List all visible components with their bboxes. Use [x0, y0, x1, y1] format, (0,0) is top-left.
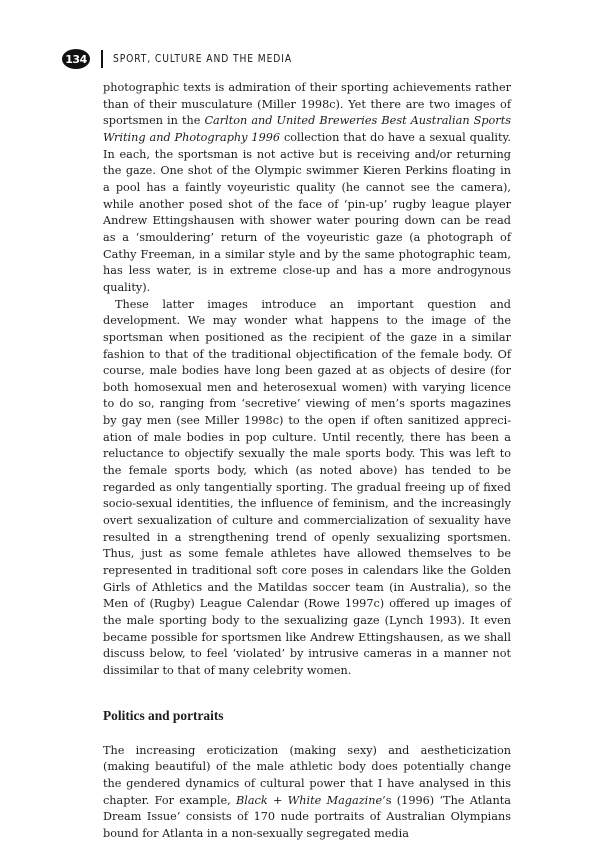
magazine-title: Black + White Magazine — [235, 793, 383, 807]
page-body — [103, 80, 511, 843]
book-title: Carlton and United Breweries Best Australian Sports Writing and Photography 1996 — [103, 114, 511, 144]
section-heading: Politics and portraits — [103, 707, 224, 723]
page-number: 134 — [62, 49, 90, 69]
paragraph-1 — [103, 80, 511, 297]
paragraph-3-text-c: ’s (1996) ‘The Atlanta Dream Issue’ consists of 170 nude portraits of Australian Olympians bound for Atlanta in a non-sexually segregated media — [103, 793, 511, 840]
paragraph-1-text-a: photographic texts is admiration of their sporting achievements rather than of their musculature (Miller 1998c). Yet there are two images of sportsmen in the — [103, 81, 511, 128]
running-head-title: SPORT, CULTURE AND THE MEDIA — [113, 53, 292, 65]
paragraph-1-text-c: collection that do have a sexual quality. In each, the sportsman is not active but is receiving and/or returning the gaze. One shot of the Olympic swimmer Kieren Perkins floating in a pool has a faintly voyeuristic quality (he cannot see the camera), while another posed shot of the face of ‘pin-up’ rugby league player Andrew Ettingshausen with shower water pouring down can be read as a ‘smouldering’ return of the voyeuristic gaze (a photograph of Cathy Freeman, in a similar style and by the same photographic team, has less water, is in extreme close-up and has a more androgynous quality). — [103, 130, 511, 294]
paragraph-3-text-a: The increasing eroticization (making sexy) and aestheticization (making beautiful) of the male athletic body does potentially change the gendered dynamics of cultural power that I have analysed in this chapter. For example, — [103, 743, 511, 807]
paragraph-2: These latter images introduce an important question and development. We may wonder what happens to the image of the sportsman when positioned as the recipient of the gaze in a similar fashion to that of the traditional objectification of the female body. Of course, male bodies have long been gazed at as objects of desire (for both homosexual men and heterosexual women) with varying licence to do so, ranging from ‘secretive’ viewing of men’s sports magazines by gay men (see Miller 1998c) to the open if often sanitized appreciation of male bodies in pop culture. Until recently, there has been a reluctance to objectify sexually the male sports body. This was left to the female sports body, which (as noted above) has tended to be regarded as only tangentially sporting. The gradual freeing up of fixed socio-sexual identities, the influence of feminism, and the increasingly overt sexualization of culture and commercialization of sexuality have resulted in a strengthening trend of openly sexualizing sportsmen. Thus, just as some female athletes have allowed themselves to be represented in traditional soft core poses in calendars like the Golden Girls of Athletics and the Matildas soccer team (in Australia), so the Men of (Rugby) League Calendar (Rowe 1997c) offered up images of the male sporting body to the sexualizing gaze (Lynch 1993). It even became possible for sportsmen like Andrew Ettingshausen, as we shall discuss below, to feel ‘violated’ by intrusive cameras in a manner not dissimilar to that of many celebrity women. — [103, 297, 511, 677]
running-header — [62, 48, 292, 70]
paragraph-3 — [103, 743, 511, 843]
header-divider — [101, 50, 103, 68]
